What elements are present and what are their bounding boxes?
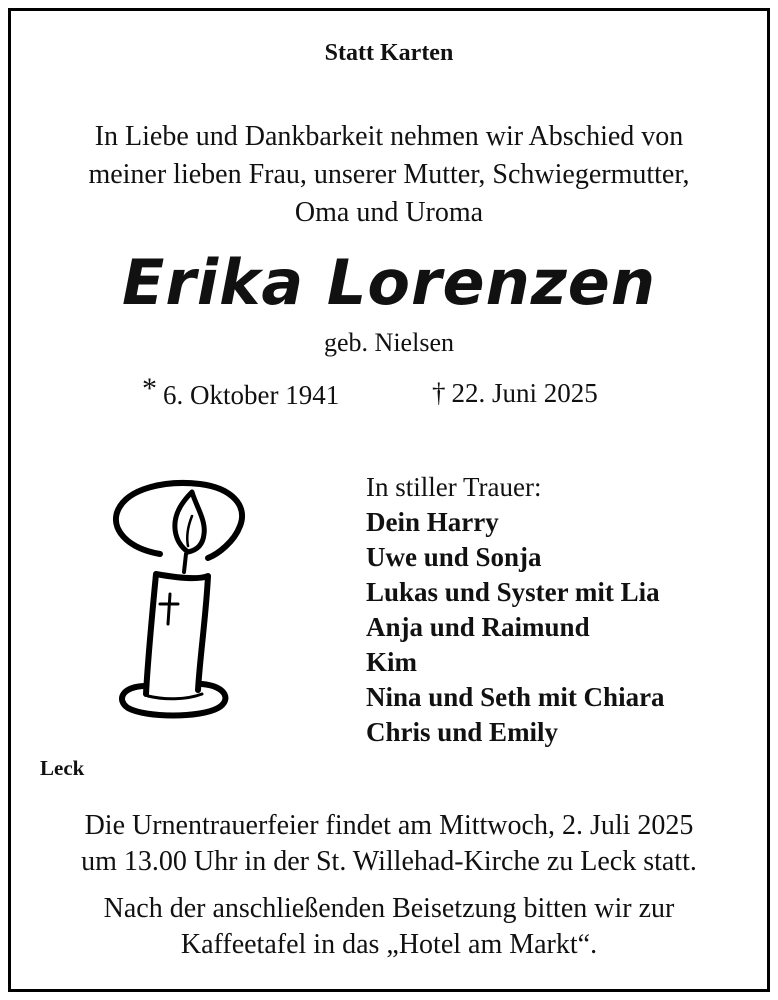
list-item: Kim (366, 647, 417, 677)
deceased-name: Erika Lorenzen (122, 246, 656, 319)
service-line: um 13.00 Uhr in der St. Willehad-Kirche zu Leck statt. (81, 846, 697, 877)
list-item: Dein Harry (366, 507, 499, 537)
death-date-text: 22. Juni 2025 (451, 378, 598, 408)
maiden-name: geb. Nielsen (324, 328, 454, 357)
list-item: Chris und Emily (366, 717, 559, 747)
service-info (0, 808, 778, 880)
place-name: Leck (40, 756, 85, 780)
death-date (432, 378, 598, 409)
intro-line: Oma und Uroma (294, 197, 484, 228)
list-item: Nina und Seth mit Chiara (366, 682, 665, 712)
mourners-list (366, 470, 665, 750)
list-item: Lukas und Syster mit Lia (366, 577, 660, 607)
reception-line: Nach der anschließenden Beisetzung bitten wir zur (103, 893, 675, 924)
reception-info (0, 891, 778, 963)
notice-heading: Statt Karten (324, 40, 454, 66)
birth-date (142, 372, 340, 412)
death-symbol: † (432, 378, 446, 408)
service-line: Die Urnentrauerfeier findet am Mittwoch, 2. Juli 2025 (84, 810, 694, 841)
intro-text (0, 118, 778, 232)
intro-line: In Liebe und Dankbarkeit nehmen wir Abschied von (94, 121, 684, 152)
reception-line: Kaffeetafel in das „Hotel am Markt“. (180, 929, 598, 960)
birth-date-text: 6. Oktober 1941 (163, 380, 340, 410)
candle-icon (108, 476, 258, 726)
intro-line: meiner lieben Frau, unserer Mutter, Schwiegermutter, (88, 159, 690, 190)
list-item: Anja und Raimund (366, 612, 590, 642)
list-item: Uwe und Sonja (366, 542, 542, 572)
birth-symbol: * (142, 372, 157, 405)
mourners-intro: In stiller Trauer: (366, 472, 542, 502)
